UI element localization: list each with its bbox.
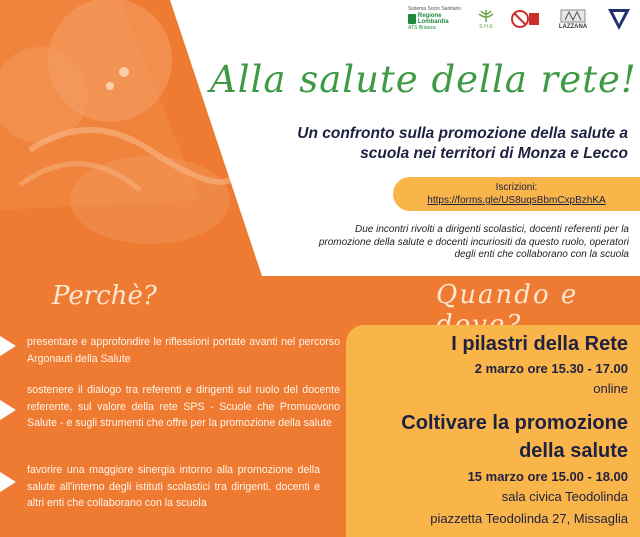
event-address: piazzetta Teodolinda 27, Missaglia xyxy=(430,511,628,526)
subscription-box xyxy=(393,177,640,211)
she-logo: S·H·E xyxy=(472,5,500,33)
why-heading: Perchè? xyxy=(52,281,157,311)
event-place: online xyxy=(593,381,628,396)
arrow-icon xyxy=(0,336,16,356)
noslot-logo xyxy=(510,5,542,33)
arrow-icon xyxy=(0,472,16,492)
why-item: favorire una maggiore sinergia intorno alla promozione della salute all'interno degli istituti scolastici tra dirigenti, docenti e altri enti che collaborano con la scuola xyxy=(0,462,320,512)
subscription-label: Iscrizioni: xyxy=(495,182,538,193)
page-subtitle: Un confronto sulla promozione della salute a scuola nei territori di Monza e Lecco xyxy=(297,125,628,162)
event-place: sala civica Teodolinda xyxy=(501,489,628,504)
lazzana-logo: LAZZANA xyxy=(552,5,594,33)
subscription-link[interactable]: https://forms.gle/US8uqsBbmCxpBzhKA xyxy=(427,195,606,206)
why-item: presentare e approfondire le riflessioni portate avanti nel percorso Argonauti della Salute xyxy=(0,334,340,367)
event-title: I pilastri della Rete xyxy=(451,333,628,355)
event-title: Coltivare la promozione della salute xyxy=(401,412,628,462)
intro-text: Due incontri rivolti a dirigenti scolastici, docenti referenti per la promozione della salute e docenti incuriositi da questo ruolo, operatori degli enti che collaborano con la scuola xyxy=(318,224,629,260)
regione-lombardia-logo: Sistema Socio Sanitario Regione Lombardia ATS Brianza xyxy=(408,6,462,31)
arrow-icon xyxy=(0,400,16,420)
event-date: 2 marzo ore 15.30 - 17.00 xyxy=(474,361,628,376)
partner-logos xyxy=(408,4,634,34)
triangle-logo xyxy=(604,5,634,33)
event-date: 15 marzo ore 15.00 - 18.00 xyxy=(467,469,628,484)
events-box xyxy=(346,325,640,537)
when-heading: Quando e xyxy=(436,280,579,310)
page-title: Alla salute della rete! xyxy=(210,58,637,101)
why-item: sostenere il dialogo tra referenti e dirigenti sul ruolo del docente referente, sul valore della rete SPS - Scuole che Promuovono Salute - e sugli strumenti che offre per la promozione della salute xyxy=(0,382,340,432)
